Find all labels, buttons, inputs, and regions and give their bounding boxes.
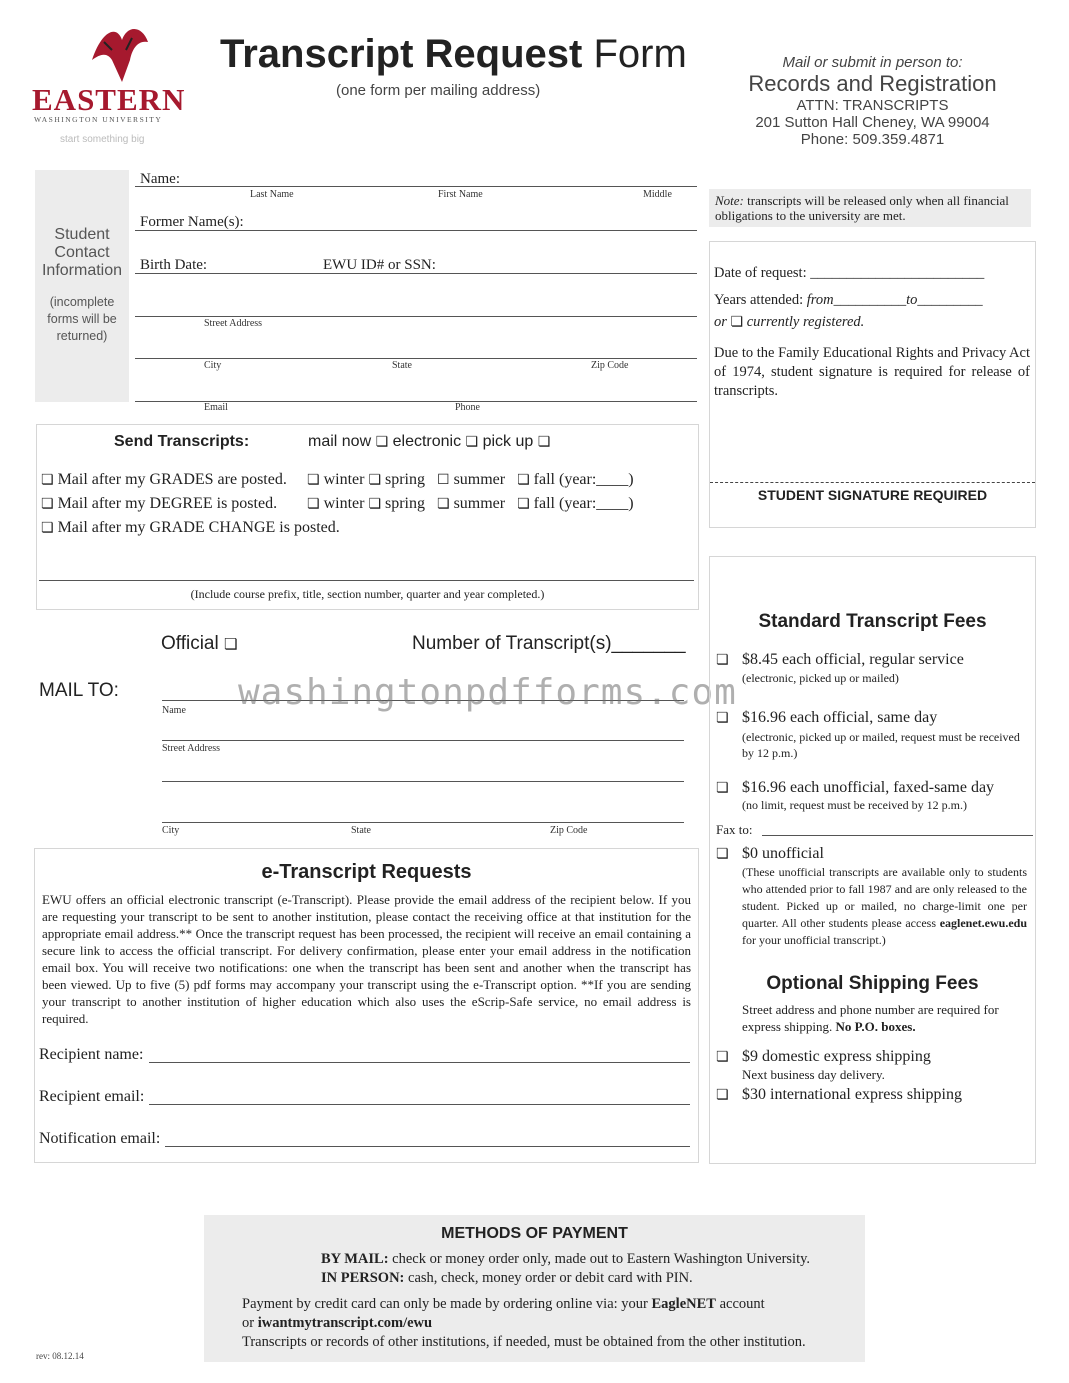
- fee-2: $16.96 each official, same day: [742, 709, 938, 726]
- eaglenet-account-link[interactable]: EagleNET: [651, 1296, 716, 1312]
- fee-2-checkbox[interactable]: ❏: [716, 710, 729, 726]
- fee-3-note: (no limit, request must be received by 12 p.m.): [742, 798, 967, 812]
- grades-winter-checkbox[interactable]: ❏: [307, 472, 320, 488]
- fax-label: Fax to:: [716, 822, 753, 837]
- degree-winter-checkbox[interactable]: ❏: [307, 496, 320, 512]
- financial-note: [709, 189, 1031, 227]
- mail-name-label: Name: [162, 705, 186, 716]
- title-bold: Transcript Request: [220, 32, 583, 76]
- address-line: 201 Sutton Hall Cheney, WA 99004: [755, 114, 990, 131]
- fee-1-note: (electronic, picked up or mailed): [742, 671, 899, 685]
- recipient-email-field[interactable]: [149, 1104, 690, 1105]
- fees-box: [709, 556, 1036, 1164]
- city-state-zip-field[interactable]: [135, 358, 697, 359]
- fee-1: $8.45 each official, regular service: [742, 651, 964, 668]
- watermark: washingtonpdfforms.com: [238, 672, 737, 713]
- grade-change-row: [41, 519, 340, 537]
- student-sidebar: [35, 170, 129, 402]
- mail-street-label: Street Address: [162, 743, 221, 754]
- currently-registered[interactable]: [714, 314, 864, 331]
- phone-label: Phone: [455, 402, 480, 413]
- former-name-field[interactable]: [135, 230, 697, 231]
- shipping-note: [742, 1001, 1012, 1035]
- recipient-name-label: Recipient name:: [39, 1046, 144, 1063]
- degree-quarters: [307, 495, 634, 513]
- fee-1-checkbox[interactable]: ❏: [716, 652, 729, 668]
- page-title: [220, 32, 687, 77]
- fee-3-checkbox[interactable]: ❏: [716, 780, 729, 796]
- grades-summer-checkbox[interactable]: ☐: [437, 472, 450, 488]
- official-label: Official: [161, 633, 219, 654]
- course-note: (Include course prefix, title, section number, quarter and year completed.): [190, 587, 545, 601]
- logo-sub: WASHINGTON UNIVERSITY: [34, 115, 163, 124]
- or-label: or: [242, 1315, 255, 1331]
- pick-up-label: pick up: [482, 433, 534, 450]
- payment-title: METHODS OF PAYMENT: [441, 1225, 628, 1242]
- grade-change-checkbox[interactable]: ❏: [41, 520, 54, 536]
- notification-email: [39, 1130, 160, 1148]
- street-field[interactable]: [135, 316, 697, 317]
- office-address: [730, 54, 1015, 148]
- official-option: [161, 633, 237, 655]
- note-prefix: Note:: [715, 193, 744, 208]
- payment-url-line: [242, 1315, 432, 1332]
- fee-4-checkbox[interactable]: ❏: [716, 846, 729, 862]
- degree-row: [41, 495, 277, 513]
- send-box: [36, 424, 699, 610]
- degree-spring-checkbox[interactable]: ❏: [368, 496, 381, 512]
- sidebar-note: (incomplete forms will be returned): [47, 295, 117, 343]
- grade-change-label: Mail after my GRADE CHANGE is posted.: [57, 519, 340, 536]
- pick-up-checkbox[interactable]: ❏: [537, 434, 551, 450]
- by-mail-label: BY MAIL:: [321, 1251, 389, 1267]
- fee-4: $0 unofficial: [742, 845, 824, 862]
- transcript-url-link[interactable]: iwantmytranscript.com/ewu: [257, 1315, 433, 1331]
- recipient-email: [39, 1088, 144, 1106]
- mail-to-line: Mail or submit in person to:: [782, 54, 963, 71]
- etranscript-title: e-Transcript Requests: [261, 861, 472, 883]
- payment-credit: [242, 1296, 765, 1313]
- send-label: Send Transcripts:: [114, 433, 250, 450]
- send-options: [308, 433, 550, 451]
- grades-row: [41, 471, 287, 489]
- recipient-name: [39, 1046, 143, 1064]
- mail-zip-label: Zip Code: [550, 825, 588, 836]
- degree-fall-checkbox[interactable]: ❏: [517, 496, 530, 512]
- mail-line-3[interactable]: [162, 781, 684, 782]
- street-label: Street Address: [204, 318, 263, 329]
- other-institutions: Transcripts or records of other institutions, if needed, must be obtained from the other institution.: [242, 1334, 806, 1350]
- ship-2: $30 international express shipping: [742, 1086, 962, 1103]
- official-checkbox[interactable]: ❏: [224, 635, 238, 653]
- signature-label: STUDENT SIGNATURE REQUIRED: [757, 487, 988, 503]
- mail-city-label: City: [162, 825, 180, 836]
- email-label: Email: [204, 402, 228, 413]
- attn-line: ATTN: TRANSCRIPTS: [796, 97, 949, 114]
- currently-registered-checkbox[interactable]: ❏: [730, 314, 744, 330]
- fee-2-note: (electronic, picked up or mailed, request must be received by 12 p.m.): [742, 730, 1020, 760]
- recipient-name-field[interactable]: [149, 1062, 690, 1063]
- logo-tagline: start something big: [60, 134, 145, 145]
- winter-label: winter: [323, 471, 365, 488]
- credit-text-b: account: [719, 1296, 765, 1312]
- birth-date-label: Birth Date:: [140, 257, 208, 273]
- sidebar-title: Student Contact Information: [41, 226, 123, 279]
- note-text: transcripts will be released only when all financial obligations to the university are met.: [715, 193, 1009, 223]
- date-of-request[interactable]: Date of request: ________________________: [714, 265, 985, 281]
- shipping-note-text: Street address and phone number are required for express shipping.: [742, 1002, 999, 1034]
- fee-4-note: [742, 864, 1027, 949]
- ship-1: $9 domestic express shipping: [742, 1048, 931, 1065]
- in-person-text: cash, check, money order or debit card with PIN.: [408, 1270, 693, 1286]
- spring-label: spring: [385, 471, 425, 488]
- degree-summer-checkbox[interactable]: ❏: [437, 496, 450, 512]
- summer-label: summer: [453, 495, 506, 512]
- fees-title: Standard Transcript Fees: [758, 611, 987, 632]
- currently-label: currently registered.: [746, 314, 865, 330]
- mail-to-label: MAIL TO:: [39, 680, 119, 701]
- notification-email-field[interactable]: [165, 1146, 690, 1147]
- first-name-label: First Name: [438, 189, 483, 200]
- ewu-id-label: EWU ID# or SSN:: [323, 257, 436, 273]
- mail-street-field[interactable]: [162, 740, 684, 741]
- fall-label: fall (year:____): [533, 471, 634, 488]
- shipping-title: Optional Shipping Fees: [766, 973, 979, 994]
- request-box: [709, 241, 1036, 528]
- fall-label: fall (year:____): [533, 495, 634, 512]
- mail-state-label: State: [351, 825, 371, 836]
- city-label: City: [204, 360, 222, 371]
- ship-2-checkbox[interactable]: ❏: [716, 1087, 729, 1103]
- payment-in-person: [321, 1270, 693, 1287]
- signature-line[interactable]: [710, 482, 1035, 483]
- fax-field[interactable]: [762, 835, 1033, 836]
- birth-id-field[interactable]: [135, 273, 697, 274]
- grades-label: Mail after my GRADES are posted.: [57, 471, 287, 488]
- mail-city-field[interactable]: [162, 822, 684, 823]
- credit-text-a: Payment by credit card can only be made by ordering online via: your: [242, 1296, 648, 1312]
- number-of-transcripts[interactable]: Number of Transcript(s)_______: [412, 633, 686, 654]
- from-label: from: [806, 292, 834, 308]
- name-label: Name:: [140, 171, 180, 187]
- years-attended[interactable]: Years attended: from__________to_________: [714, 292, 983, 308]
- notification-email-label: Notification email:: [39, 1130, 161, 1147]
- office-name: Records and Registration: [748, 71, 997, 96]
- summer-label: summer: [453, 471, 506, 488]
- years-label: Years attended:: [714, 292, 804, 308]
- electronic-label: electronic: [392, 433, 462, 450]
- recipient-email-label: Recipient email:: [39, 1088, 145, 1105]
- fee-4-note-text: (These unofficial transcripts are available only to students who attended prior to fall 1987 and are only released to the student. Picked up or mailed, no charge-limit one per quarter. All other students please access: [742, 865, 1027, 930]
- mail-now-checkbox[interactable]: ❏: [375, 434, 389, 450]
- or-label: or: [714, 314, 727, 330]
- ferpa-text: Due to the Family Educational Rights and Privacy Act of 1974, student signature is required for release of transcripts.: [714, 345, 1030, 399]
- mail-now-label: mail now: [308, 433, 372, 450]
- shipping-note-bold: No P.O. boxes.: [835, 1019, 916, 1034]
- fee-4-note-end: for your unofficial transcript.): [742, 933, 886, 947]
- grades-checkbox[interactable]: ❏: [41, 472, 54, 488]
- electronic-checkbox[interactable]: ❏: [465, 434, 479, 450]
- last-name-label: Last Name: [250, 189, 294, 200]
- eagle-icon: [82, 20, 152, 88]
- ewu-logo: [32, 20, 197, 150]
- former-name-label: Former Name(s):: [140, 214, 244, 230]
- spring-label: spring: [385, 495, 425, 512]
- degree-label: Mail after my DEGREE is posted.: [57, 495, 278, 512]
- page-subtitle: (one form per mailing address): [336, 82, 541, 99]
- winter-label: winter: [323, 495, 365, 512]
- by-mail-text: check or money order only, made out to Eastern Washington University.: [392, 1251, 811, 1267]
- phone-line: Phone: 509.359.4871: [800, 131, 945, 148]
- grades-quarters: [307, 471, 634, 489]
- ship-1-checkbox[interactable]: ❏: [716, 1049, 729, 1065]
- degree-checkbox[interactable]: ❏: [41, 496, 54, 512]
- state-label: State: [392, 360, 412, 371]
- etranscript-box: [34, 848, 699, 1163]
- middle-label: Middle: [643, 189, 672, 200]
- ship-1-note: Next business day delivery.: [742, 1067, 885, 1082]
- course-field[interactable]: [39, 580, 694, 581]
- zip-label: Zip Code: [591, 360, 629, 371]
- payment-box: [204, 1215, 865, 1362]
- eaglenet-link[interactable]: eaglenet.ewu.edu: [939, 916, 1028, 930]
- grades-spring-checkbox[interactable]: ❏: [368, 472, 381, 488]
- to-label: to: [906, 292, 918, 308]
- etranscript-body: EWU offers an official electronic transcript (e-Transcript). Please provide the email address of the recipient below. If you are requesting your transcript to be sent to another institution, please contact the receiving office at that institution for the appropriate email address.** Once the transcript request has been processed, the recipient will receive an email containing a secure link to access the official transcript. For delivery confirmation, please enter your email address in the notification email box. You will receive two notifications: one when the transcript has been sent and another when the transcript has been viewed. Up to five (5) pdf forms may accompany your transcript using the e-Transcript option. **If you are sending your transcript to another institution of higher education which also uses the eScrip-Safe service, no email address is required.: [42, 892, 691, 1026]
- in-person-label: IN PERSON:: [321, 1270, 405, 1286]
- name-field[interactable]: [135, 186, 697, 187]
- payment-by-mail: [321, 1251, 810, 1268]
- grades-fall-checkbox[interactable]: ❏: [517, 472, 530, 488]
- title-light: Form: [593, 32, 687, 76]
- logo-name: EASTERN: [32, 82, 186, 117]
- revision: rev: 08.12.14: [36, 1351, 84, 1361]
- fee-3: $16.96 each unofficial, faxed-same day: [742, 779, 995, 796]
